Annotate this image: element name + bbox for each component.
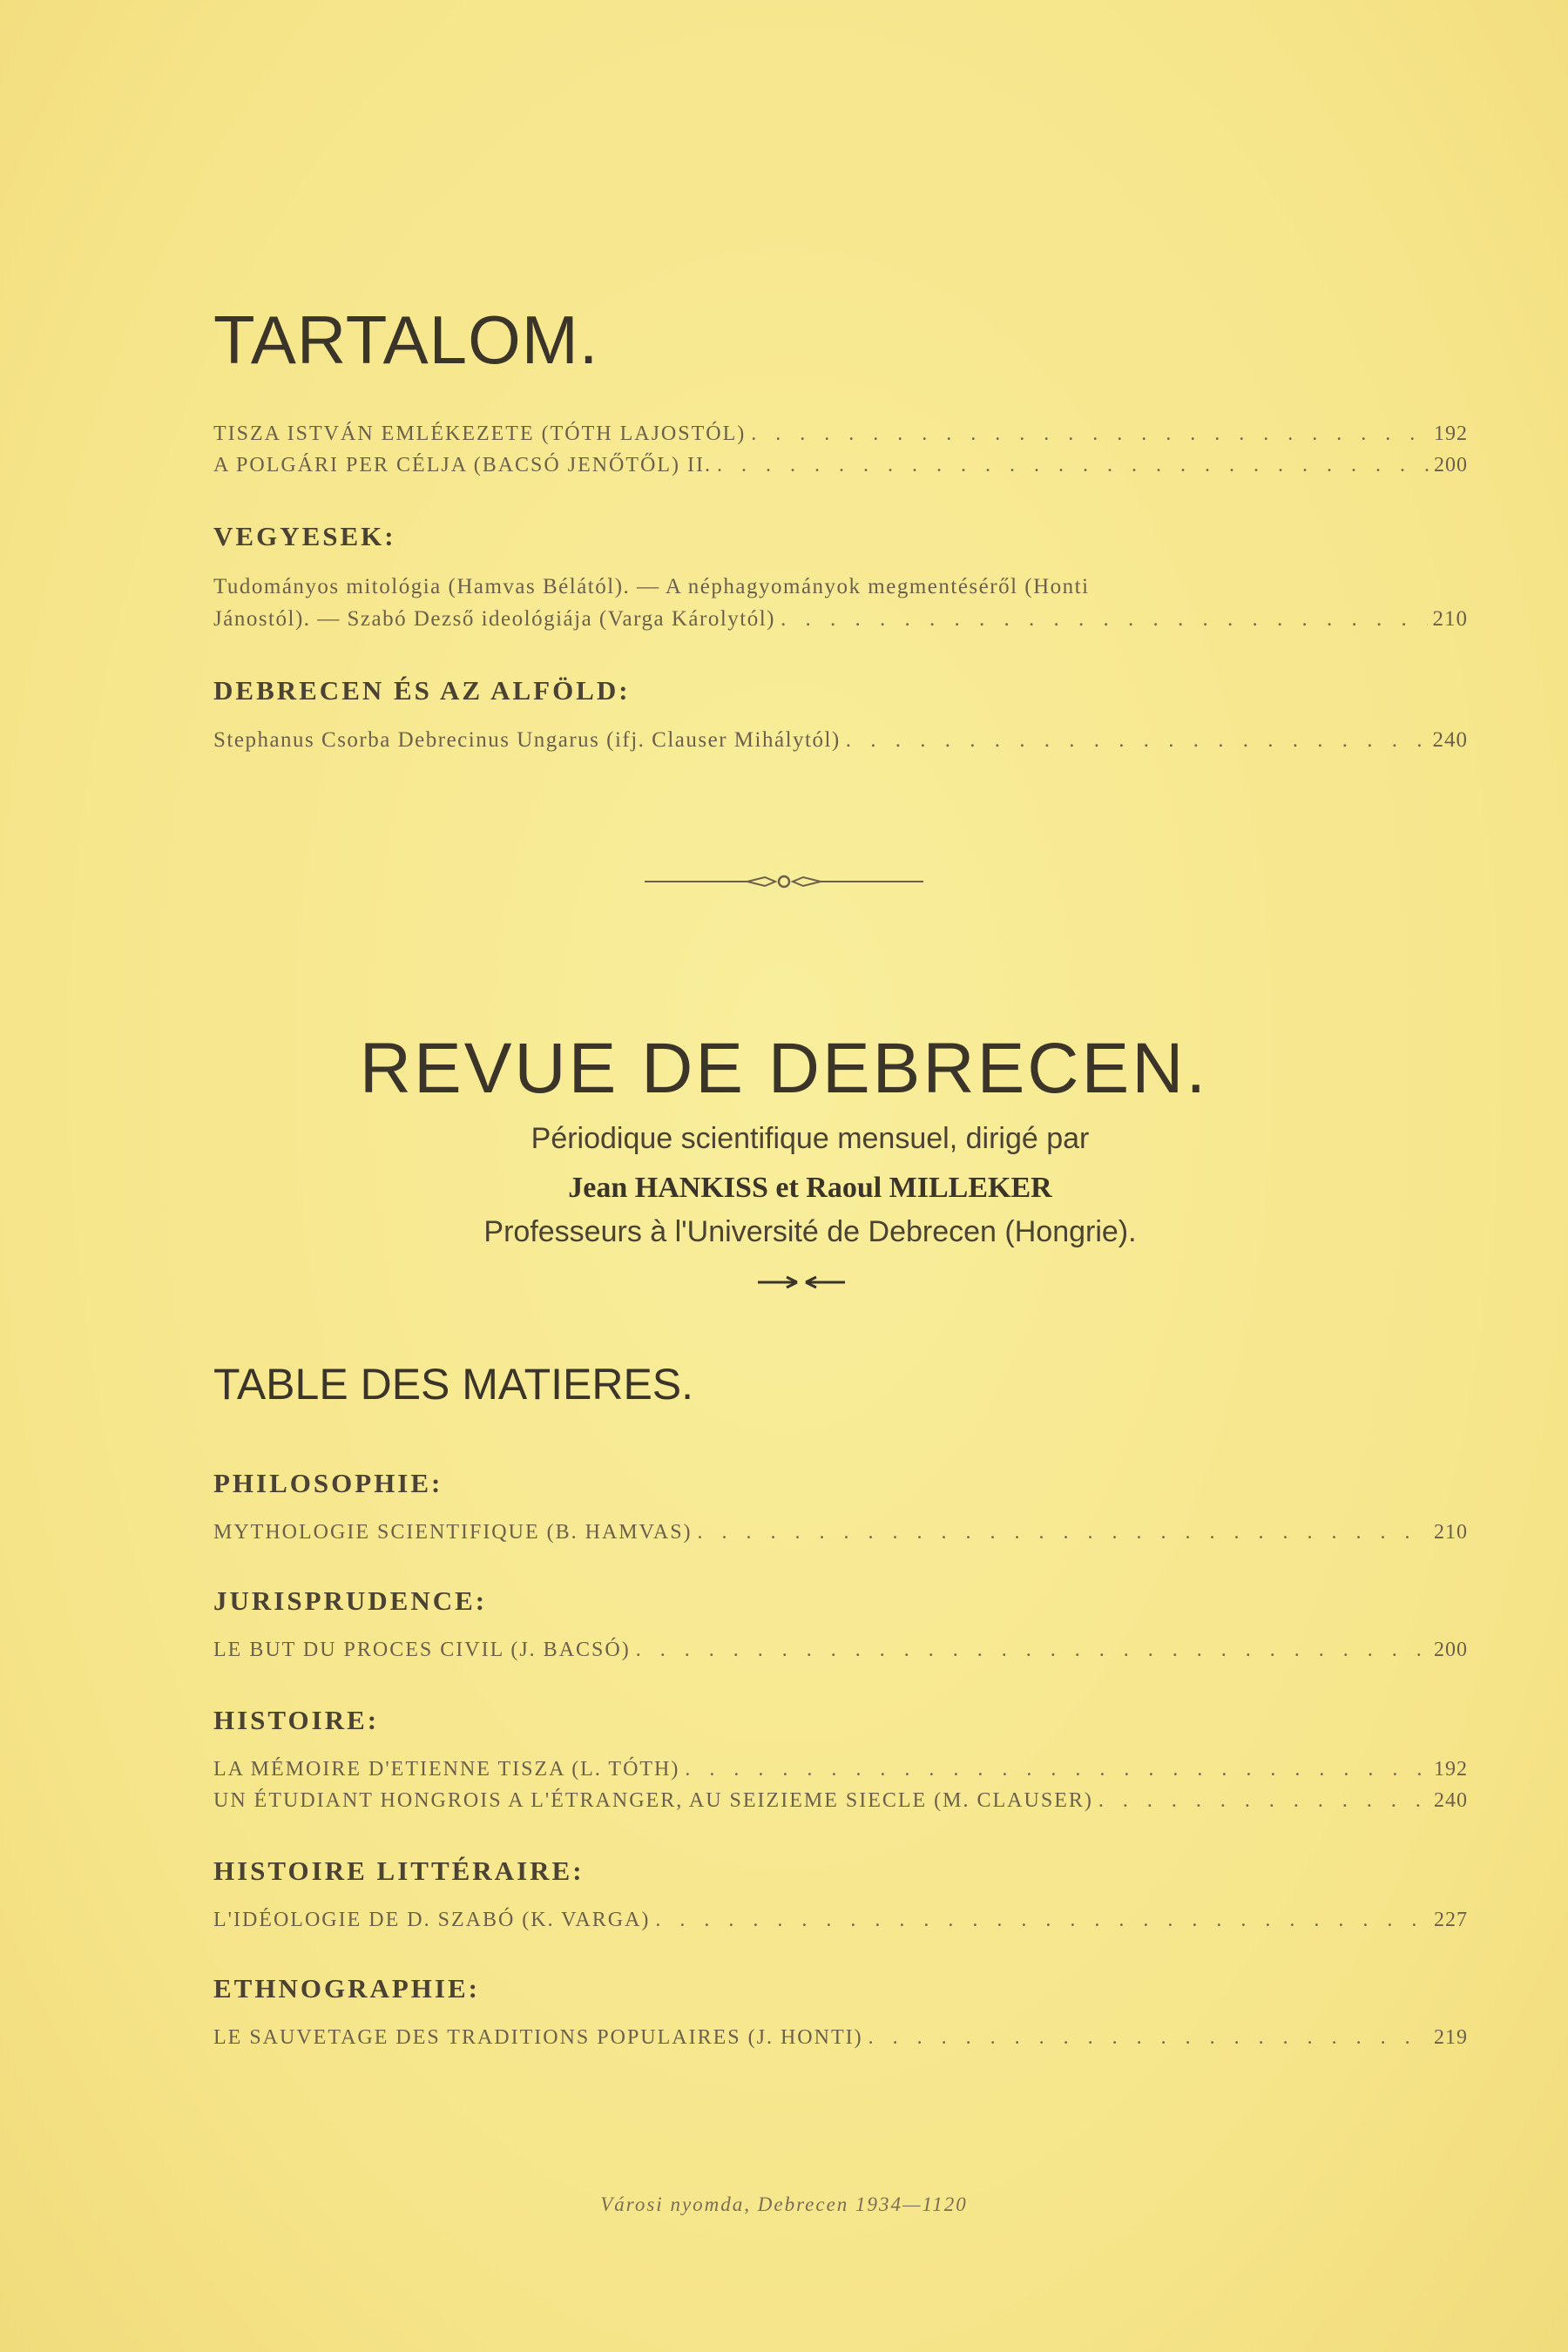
toc-entry	[213, 1904, 1468, 1936]
section-ethnographie	[213, 1973, 1468, 2053]
page-number: 210	[1432, 607, 1468, 631]
page-number: 240	[1434, 1789, 1468, 1812]
revue-subtitle	[0, 1122, 1568, 1156]
section-heading: HISTOIRE LITTÉRAIRE:	[213, 1855, 585, 1886]
toc-entry	[213, 725, 1468, 756]
toc-entry	[213, 449, 1468, 481]
toc-entry	[213, 1785, 1468, 1816]
revue-editors	[0, 1172, 1568, 1205]
table-block	[213, 1359, 1468, 1409]
dot-leader	[1098, 1785, 1429, 1816]
section-heading: DEBRECEN ÉS AZ ALFÖLD:	[213, 675, 631, 706]
dot-leader	[717, 449, 1429, 481]
dot-leader	[781, 604, 1428, 635]
toc-entry	[213, 604, 1468, 635]
revue-ornament	[0, 1274, 1568, 1295]
entry-text: L'IDÉOLOGIE DE D. SZABÓ (K. VARGA)	[213, 1909, 651, 1931]
entry-text: Stephanus Csorba Debrecinus Ungarus (ifj. Clauser Mihálytól)	[213, 728, 841, 752]
debrecen-section	[213, 675, 1468, 706]
revue-header	[0, 1028, 1568, 1110]
revue-title: REVUE DE DEBRECEN.	[359, 1029, 1209, 1108]
toc-entry	[213, 1634, 1468, 1666]
revue-affiliation	[0, 1215, 1568, 1249]
tartalom-title: TARTALOM.	[213, 301, 599, 378]
revue-line2: Jean HANKISS et Raoul MILLEKER	[568, 1172, 1052, 1204]
section-heading: ETHNOGRAPHIE:	[213, 1973, 480, 2004]
toc-entry	[213, 418, 1468, 449]
entry-text: UN ÉTUDIANT HONGROIS A L'ÉTRANGER, AU SEIZIEME SIECLE (M. CLAUSER)	[213, 1789, 1093, 1812]
entry-text: Jánostól). — Szabó Dezső ideológiája (Varga Károlytól)	[213, 607, 775, 631]
section-divider	[0, 871, 1568, 896]
page-number: 192	[1434, 422, 1468, 445]
page-number: 192	[1434, 1758, 1468, 1781]
section-histoire	[213, 1705, 1468, 1816]
section-heading: VEGYESEK:	[213, 521, 396, 551]
page-number: 240	[1432, 728, 1468, 752]
entry-text: LE BUT DU PROCES CIVIL (J. BACSÓ)	[213, 1639, 631, 1661]
footer-text: Városi nyomda, Debrecen 1934—1120	[600, 2193, 968, 2215]
dot-leader	[751, 418, 1429, 449]
vegyesek-line1: Tudományos mitológia (Hamvas Bélától). — A néphagyományok megmentéséről (Honti	[213, 575, 1090, 598]
revue-line1: Périodique scientifique mensuel, dirigé par	[531, 1122, 1090, 1155]
page-number: 219	[1434, 2026, 1468, 2049]
dot-leader	[636, 1634, 1429, 1666]
toc-entry	[213, 1754, 1468, 1785]
dot-leader	[846, 725, 1428, 756]
revue-line3: Professeurs à l'Université de Debrecen (Hongrie).	[483, 1215, 1137, 1248]
section-heading: HISTOIRE:	[213, 1705, 380, 1735]
toc-entry	[213, 1517, 1468, 1548]
entry-text: TISZA ISTVÁN EMLÉKEZETE (TÓTH LAJOSTÓL)	[213, 422, 747, 445]
entry-text: MYTHOLOGIE SCIENTIFIQUE (B. HAMVAS)	[213, 1521, 693, 1544]
dot-leader	[698, 1517, 1429, 1548]
tartalom-entries	[213, 418, 1468, 481]
entry-text: LA MÉMOIRE D'ETIENNE TISZA (L. TÓTH)	[213, 1758, 680, 1781]
page-number: 200	[1434, 454, 1468, 476]
arrow-ornament-icon	[754, 1274, 849, 1291]
dot-leader	[868, 2022, 1429, 2053]
section-philosophie	[213, 1468, 1468, 1548]
debrecen-entries	[213, 725, 1468, 756]
page-number: 200	[1434, 1639, 1468, 1661]
tartalom-block	[213, 301, 1468, 380]
section-heading: PHILOSOPHIE:	[213, 1468, 443, 1498]
section-histoire-litteraire	[213, 1855, 1468, 1936]
dot-leader	[655, 1904, 1429, 1936]
section-heading: JURISPRUDENCE:	[213, 1585, 488, 1616]
toc-entry	[213, 2022, 1468, 2053]
vegyesek-entries	[213, 571, 1468, 635]
section-jurisprudence	[213, 1585, 1468, 1666]
table-title: TABLE DES MATIERES.	[213, 1360, 694, 1409]
vegyesek-section	[213, 521, 1468, 552]
ornament-divider-icon	[645, 871, 923, 892]
page-number: 227	[1434, 1909, 1468, 1931]
page-number: 210	[1434, 1521, 1468, 1544]
printer-imprint	[0, 2193, 1568, 2216]
entry-text: A POLGÁRI PER CÉLJA (BACSÓ JENŐTŐL) II.	[213, 454, 713, 476]
entry-text: LE SAUVETAGE DES TRADITIONS POPULAIRES (J. HONTI)	[213, 2026, 863, 2049]
dot-leader	[685, 1754, 1429, 1785]
